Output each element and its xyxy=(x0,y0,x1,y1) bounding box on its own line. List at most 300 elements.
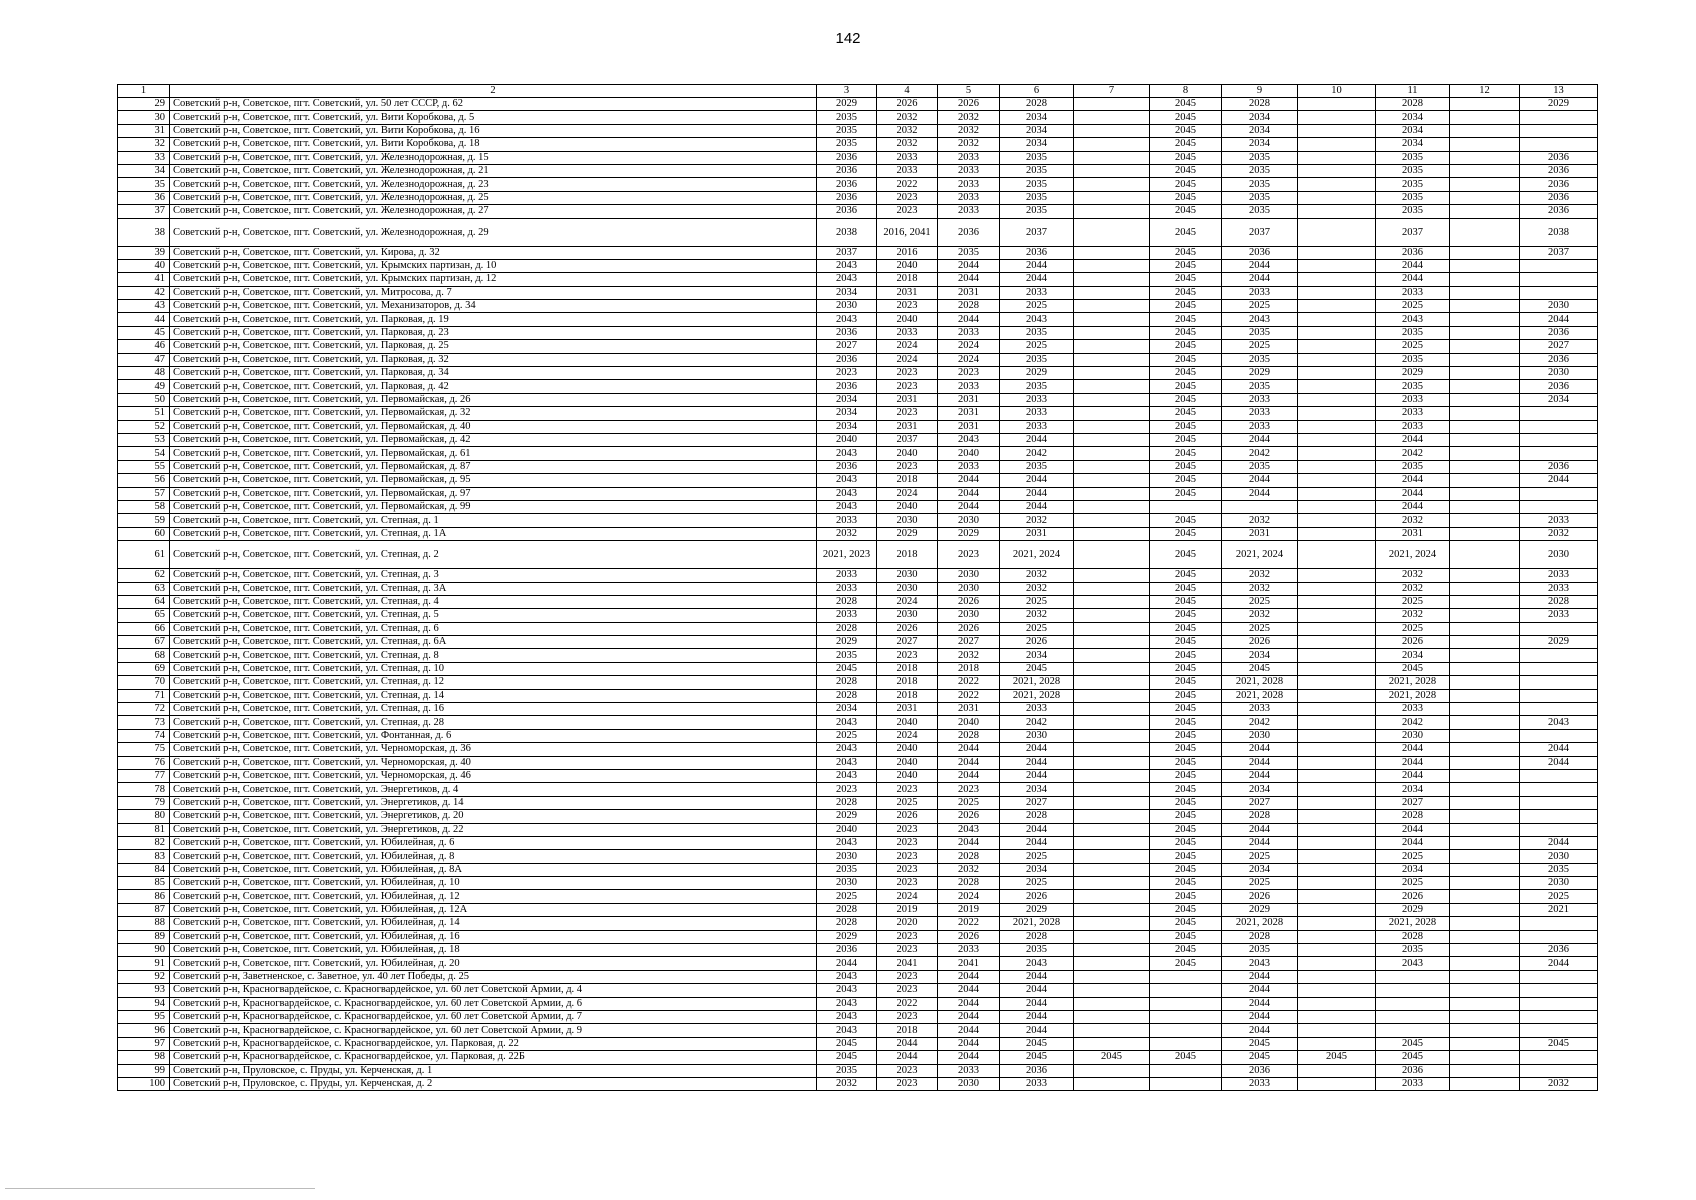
year-cell: 2044 xyxy=(1520,743,1598,756)
year-cell: 2032 xyxy=(1000,569,1074,582)
row-number-cell: 92 xyxy=(118,970,170,983)
year-cell: 2027 xyxy=(1222,796,1298,809)
year-cell: 2025 xyxy=(1222,340,1298,353)
year-cell: 2045 xyxy=(1376,662,1450,675)
row-number-cell: 83 xyxy=(118,850,170,863)
year-cell: 2032 xyxy=(1376,569,1450,582)
address-cell: Советский р-н, Советское, пгт. Советский, ул. Первомайская, д. 61 xyxy=(170,447,817,460)
row-number-cell: 33 xyxy=(118,151,170,164)
year-cell: 2034 xyxy=(1222,649,1298,662)
year-cell xyxy=(1150,970,1222,983)
year-cell: 2036 xyxy=(1520,164,1598,177)
year-cell xyxy=(1074,246,1150,259)
year-cell: 2023 xyxy=(877,407,938,420)
year-cell: 2030 xyxy=(1000,729,1074,742)
year-cell: 2023 xyxy=(877,944,938,957)
year-cell: 2044 xyxy=(1222,1011,1298,1024)
data-table xyxy=(117,84,1598,1091)
year-cell: 2029 xyxy=(1000,367,1074,380)
year-cell: 2027 xyxy=(1000,796,1074,809)
table-row xyxy=(118,649,1598,662)
year-cell xyxy=(1074,420,1150,433)
year-cell: 2040 xyxy=(817,433,877,446)
year-cell xyxy=(1450,191,1520,204)
address-cell: Советский р-н, Советское, пгт. Советский, ул. Крымских партизан, д. 10 xyxy=(170,259,817,272)
row-number-cell: 93 xyxy=(118,984,170,997)
year-cell: 2029 xyxy=(1222,903,1298,916)
year-cell: 2032 xyxy=(938,111,1000,124)
year-cell: 2030 xyxy=(1222,729,1298,742)
table-row xyxy=(118,393,1598,406)
year-cell: 2034 xyxy=(1376,124,1450,137)
year-cell: 2029 xyxy=(1520,636,1598,649)
year-cell: 2036 xyxy=(817,944,877,957)
year-cell xyxy=(1298,313,1376,326)
year-cell xyxy=(1298,997,1376,1010)
year-cell: 2036 xyxy=(817,353,877,366)
year-cell: 2043 xyxy=(817,836,877,849)
year-cell: 2045 xyxy=(1150,191,1222,204)
row-number-cell: 71 xyxy=(118,689,170,702)
year-cell: 2033 xyxy=(1376,420,1450,433)
year-cell: 2045 xyxy=(1150,447,1222,460)
year-cell xyxy=(1074,1024,1150,1037)
row-number-cell: 57 xyxy=(118,487,170,500)
year-cell: 2045 xyxy=(1150,541,1222,569)
year-cell: 2023 xyxy=(877,460,938,473)
year-cell: 2030 xyxy=(938,514,1000,527)
column-header: 4 xyxy=(877,85,938,98)
year-cell xyxy=(1450,393,1520,406)
year-cell: 2026 xyxy=(1000,890,1074,903)
year-cell: 2021, 2024 xyxy=(1376,541,1450,569)
year-cell: 2021, 2028 xyxy=(1376,689,1450,702)
year-cell xyxy=(1450,836,1520,849)
year-cell xyxy=(1450,460,1520,473)
year-cell: 2035 xyxy=(1376,151,1450,164)
year-cell xyxy=(1298,863,1376,876)
year-cell: 2034 xyxy=(1000,111,1074,124)
year-cell xyxy=(1520,1064,1598,1077)
year-cell: 2035 xyxy=(938,246,1000,259)
year-cell xyxy=(1450,340,1520,353)
year-cell xyxy=(1520,138,1598,151)
table-row xyxy=(118,622,1598,635)
year-cell: 2033 xyxy=(1376,393,1450,406)
table-row xyxy=(118,367,1598,380)
year-cell: 2034 xyxy=(1222,863,1298,876)
year-cell: 2045 xyxy=(1150,703,1222,716)
year-cell: 2028 xyxy=(817,903,877,916)
year-cell: 2034 xyxy=(1000,783,1074,796)
year-cell: 2045 xyxy=(1150,487,1222,500)
year-cell: 2045 xyxy=(1150,676,1222,689)
year-cell: 2028 xyxy=(817,689,877,702)
year-cell: 2031 xyxy=(877,420,938,433)
year-cell: 2029 xyxy=(817,810,877,823)
year-cell: 2040 xyxy=(877,769,938,782)
year-cell: 2045 xyxy=(1150,716,1222,729)
year-cell: 2043 xyxy=(817,313,877,326)
year-cell xyxy=(1450,729,1520,742)
table-row xyxy=(118,191,1598,204)
year-cell xyxy=(1074,178,1150,191)
year-cell xyxy=(1450,796,1520,809)
address-cell: Советский р-н, Пруловское, с. Пруды, ул. Керченская, д. 1 xyxy=(170,1064,817,1077)
year-cell: 2035 xyxy=(1222,178,1298,191)
year-cell: 2036 xyxy=(817,164,877,177)
year-cell: 2035 xyxy=(1222,460,1298,473)
year-cell xyxy=(1520,676,1598,689)
year-cell: 2044 xyxy=(1376,433,1450,446)
year-cell xyxy=(1074,729,1150,742)
year-cell xyxy=(1074,783,1150,796)
year-cell: 2043 xyxy=(817,1011,877,1024)
year-cell: 2043 xyxy=(817,769,877,782)
year-cell: 2024 xyxy=(877,595,938,608)
year-cell: 2025 xyxy=(1222,877,1298,890)
year-cell: 2030 xyxy=(1376,729,1450,742)
year-cell xyxy=(1520,259,1598,272)
year-cell: 2044 xyxy=(1000,836,1074,849)
year-cell xyxy=(1298,756,1376,769)
year-cell xyxy=(1298,286,1376,299)
year-cell xyxy=(1520,917,1598,930)
year-cell: 2032 xyxy=(877,138,938,151)
year-cell: 2044 xyxy=(1376,836,1450,849)
row-number-cell: 87 xyxy=(118,903,170,916)
year-cell: 2033 xyxy=(938,1064,1000,1077)
year-cell: 2025 xyxy=(1000,300,1074,313)
table-row xyxy=(118,729,1598,742)
year-cell: 2022 xyxy=(938,676,1000,689)
year-cell: 2045 xyxy=(1150,218,1222,246)
year-cell xyxy=(1074,527,1150,540)
year-cell: 2044 xyxy=(1000,823,1074,836)
year-cell xyxy=(1298,944,1376,957)
year-cell xyxy=(1074,769,1150,782)
year-cell: 2021, 2028 xyxy=(1222,689,1298,702)
year-cell: 2034 xyxy=(1520,393,1598,406)
year-cell xyxy=(1450,1011,1520,1024)
year-cell: 2035 xyxy=(1000,326,1074,339)
year-cell xyxy=(1298,930,1376,943)
year-cell: 2043 xyxy=(817,1024,877,1037)
table-row xyxy=(118,997,1598,1010)
row-number-cell: 52 xyxy=(118,420,170,433)
year-cell: 2033 xyxy=(1000,420,1074,433)
year-cell: 2036 xyxy=(1376,1064,1450,1077)
year-cell xyxy=(1074,447,1150,460)
year-cell xyxy=(1450,433,1520,446)
year-cell: 2030 xyxy=(938,582,1000,595)
table-row xyxy=(118,689,1598,702)
year-cell: 2042 xyxy=(1376,716,1450,729)
year-cell: 2032 xyxy=(817,527,877,540)
table-row xyxy=(118,514,1598,527)
year-cell: 2044 xyxy=(938,984,1000,997)
table-body xyxy=(118,98,1598,1091)
year-cell: 2034 xyxy=(1222,783,1298,796)
year-cell: 2025 xyxy=(1376,850,1450,863)
year-cell: 2026 xyxy=(877,810,938,823)
year-cell: 2045 xyxy=(1150,903,1222,916)
year-cell xyxy=(1520,689,1598,702)
year-cell: 2036 xyxy=(817,178,877,191)
table-row xyxy=(118,407,1598,420)
year-cell xyxy=(1074,676,1150,689)
year-cell: 2045 xyxy=(1150,930,1222,943)
year-cell: 2028 xyxy=(817,917,877,930)
column-header: 12 xyxy=(1450,85,1520,98)
table-row xyxy=(118,340,1598,353)
year-cell xyxy=(1450,863,1520,876)
table-row xyxy=(118,609,1598,622)
year-cell xyxy=(1074,850,1150,863)
year-cell: 2033 xyxy=(877,164,938,177)
year-cell: 2025 xyxy=(1000,340,1074,353)
year-cell xyxy=(1298,393,1376,406)
year-cell: 2023 xyxy=(877,191,938,204)
column-header: 8 xyxy=(1150,85,1222,98)
row-number-cell: 91 xyxy=(118,957,170,970)
year-cell: 2044 xyxy=(1376,743,1450,756)
year-cell: 2044 xyxy=(938,1011,1000,1024)
year-cell xyxy=(1298,729,1376,742)
year-cell: 2044 xyxy=(1000,984,1074,997)
year-cell: 2045 xyxy=(817,1037,877,1050)
year-cell: 2034 xyxy=(817,286,877,299)
year-cell: 2024 xyxy=(877,729,938,742)
year-cell: 2026 xyxy=(877,622,938,635)
year-cell: 2045 xyxy=(1298,1051,1376,1064)
year-cell: 2025 xyxy=(1222,622,1298,635)
year-cell: 2035 xyxy=(1222,380,1298,393)
year-cell xyxy=(1450,514,1520,527)
year-cell: 2031 xyxy=(877,393,938,406)
year-cell: 2026 xyxy=(938,930,1000,943)
year-cell: 2033 xyxy=(938,380,1000,393)
year-cell: 2026 xyxy=(938,810,1000,823)
year-cell: 2034 xyxy=(1376,138,1450,151)
year-cell: 2023 xyxy=(938,541,1000,569)
year-cell: 2037 xyxy=(1000,218,1074,246)
year-cell: 2044 xyxy=(938,756,1000,769)
year-cell: 2029 xyxy=(877,527,938,540)
year-cell: 2045 xyxy=(1150,286,1222,299)
year-cell: 2033 xyxy=(1222,1077,1298,1090)
year-cell: 2044 xyxy=(1376,487,1450,500)
year-cell: 2044 xyxy=(1000,1011,1074,1024)
year-cell xyxy=(1298,743,1376,756)
year-cell: 2032 xyxy=(877,124,938,137)
year-cell: 2025 xyxy=(938,796,1000,809)
table-row xyxy=(118,703,1598,716)
year-cell xyxy=(1376,1011,1450,1024)
year-cell: 2035 xyxy=(1000,353,1074,366)
year-cell: 2044 xyxy=(1222,970,1298,983)
year-cell: 2044 xyxy=(1222,433,1298,446)
year-cell xyxy=(1450,474,1520,487)
year-cell xyxy=(1298,1024,1376,1037)
year-cell: 2021, 2028 xyxy=(1000,917,1074,930)
address-cell: Советский р-н, Пруловское, с. Пруды, ул. Керченская, д. 2 xyxy=(170,1077,817,1090)
year-cell xyxy=(1298,420,1376,433)
row-number-cell: 79 xyxy=(118,796,170,809)
row-number-cell: 65 xyxy=(118,609,170,622)
year-cell xyxy=(1298,111,1376,124)
year-cell: 2044 xyxy=(1520,957,1598,970)
address-cell: Советский р-н, Красногвардейское, с. Красногвардейское, ул. 60 лет Советской Армии, д. 9 xyxy=(170,1024,817,1037)
year-cell: 2030 xyxy=(1520,300,1598,313)
address-cell: Советский р-н, Советское, пгт. Советский, ул. Юбилейная, д. 10 xyxy=(170,877,817,890)
year-cell: 2036 xyxy=(1000,1064,1074,1077)
year-cell: 2033 xyxy=(1222,420,1298,433)
year-cell: 2045 xyxy=(1150,1051,1222,1064)
row-number-cell: 42 xyxy=(118,286,170,299)
year-cell: 2044 xyxy=(1000,756,1074,769)
address-cell: Советский р-н, Советское, пгт. Советский, ул. Степная, д. 16 xyxy=(170,703,817,716)
year-cell xyxy=(1074,367,1150,380)
address-cell: Советский р-н, Советское, пгт. Советский, ул. Юбилейная, д. 12А xyxy=(170,903,817,916)
year-cell: 2045 xyxy=(1222,662,1298,675)
row-number-cell: 82 xyxy=(118,836,170,849)
year-cell xyxy=(1450,984,1520,997)
table-row xyxy=(118,796,1598,809)
table-row xyxy=(118,205,1598,218)
year-cell: 2040 xyxy=(877,259,938,272)
year-cell xyxy=(1074,191,1150,204)
year-cell: 2044 xyxy=(877,1037,938,1050)
year-cell xyxy=(1074,500,1150,513)
year-cell: 2043 xyxy=(1222,313,1298,326)
column-header: 9 xyxy=(1222,85,1298,98)
year-cell: 2023 xyxy=(877,783,938,796)
year-cell: 2032 xyxy=(938,138,1000,151)
row-number-cell: 80 xyxy=(118,810,170,823)
year-cell: 2021, 2028 xyxy=(1376,917,1450,930)
year-cell xyxy=(1150,1024,1222,1037)
year-cell xyxy=(1298,433,1376,446)
year-cell: 2034 xyxy=(817,407,877,420)
year-cell: 2036 xyxy=(1222,246,1298,259)
year-cell: 2043 xyxy=(817,447,877,460)
year-cell xyxy=(1520,930,1598,943)
year-cell xyxy=(1520,970,1598,983)
year-cell: 2035 xyxy=(1000,205,1074,218)
year-cell xyxy=(1074,689,1150,702)
table-row xyxy=(118,582,1598,595)
year-cell: 2024 xyxy=(938,890,1000,903)
year-cell: 2045 xyxy=(1150,609,1222,622)
year-cell: 2033 xyxy=(877,326,938,339)
year-cell: 2031 xyxy=(1000,527,1074,540)
year-cell: 2030 xyxy=(877,609,938,622)
year-cell: 2023 xyxy=(877,836,938,849)
year-cell xyxy=(1450,527,1520,540)
year-cell xyxy=(1074,756,1150,769)
year-cell: 2045 xyxy=(1150,393,1222,406)
year-cell xyxy=(1376,984,1450,997)
row-number-cell: 43 xyxy=(118,300,170,313)
year-cell: 2035 xyxy=(1000,944,1074,957)
year-cell: 2045 xyxy=(1150,877,1222,890)
address-cell: Советский р-н, Советское, пгт. Советский, ул. Кирова, д. 32 xyxy=(170,246,817,259)
year-cell: 2036 xyxy=(1520,380,1598,393)
table-row xyxy=(118,930,1598,943)
year-cell: 2034 xyxy=(1000,649,1074,662)
year-cell xyxy=(1450,609,1520,622)
year-cell: 2028 xyxy=(817,595,877,608)
year-cell: 2032 xyxy=(1376,514,1450,527)
year-cell: 2024 xyxy=(938,353,1000,366)
year-cell xyxy=(1298,703,1376,716)
year-cell: 2029 xyxy=(1222,367,1298,380)
table-row xyxy=(118,111,1598,124)
column-header: 2 xyxy=(170,85,817,98)
year-cell: 2038 xyxy=(1520,218,1598,246)
table-row xyxy=(118,890,1598,903)
table-row xyxy=(118,500,1598,513)
year-cell xyxy=(1520,703,1598,716)
year-cell xyxy=(1074,1011,1150,1024)
year-cell xyxy=(1074,609,1150,622)
address-cell: Советский р-н, Советское, пгт. Советский, ул. Черноморская, д. 46 xyxy=(170,769,817,782)
address-cell: Советский р-н, Советское, пгт. Советский, ул. Вити Коробкова, д. 16 xyxy=(170,124,817,137)
year-cell: 2045 xyxy=(1150,138,1222,151)
year-cell: 2044 xyxy=(938,769,1000,782)
table-row xyxy=(118,1077,1598,1090)
year-cell: 2018 xyxy=(877,662,938,675)
year-cell: 2045 xyxy=(1150,944,1222,957)
year-cell: 2033 xyxy=(1222,286,1298,299)
year-cell xyxy=(1450,582,1520,595)
address-cell: Советский р-н, Советское, пгт. Советский, ул. Парковая, д. 25 xyxy=(170,340,817,353)
row-number-cell: 74 xyxy=(118,729,170,742)
year-cell: 2032 xyxy=(1222,609,1298,622)
year-cell: 2044 xyxy=(1222,984,1298,997)
year-cell xyxy=(1074,930,1150,943)
table-row xyxy=(118,569,1598,582)
year-cell: 2045 xyxy=(1150,957,1222,970)
table-row xyxy=(118,944,1598,957)
year-cell xyxy=(1150,997,1222,1010)
year-cell xyxy=(1450,178,1520,191)
year-cell: 2045 xyxy=(1150,729,1222,742)
year-cell: 2043 xyxy=(817,500,877,513)
year-cell xyxy=(1074,743,1150,756)
header-row xyxy=(118,85,1598,98)
year-cell: 2030 xyxy=(1520,850,1598,863)
year-cell: 2045 xyxy=(1150,420,1222,433)
year-cell: 2018 xyxy=(877,1024,938,1037)
address-cell: Советский р-н, Заветненское, с. Заветное, ул. 40 лет Победы, д. 25 xyxy=(170,970,817,983)
address-cell: Советский р-н, Советское, пгт. Советский, ул. Степная, д. 14 xyxy=(170,689,817,702)
year-cell xyxy=(1074,957,1150,970)
year-cell xyxy=(1298,836,1376,849)
year-cell xyxy=(1298,1037,1376,1050)
year-cell xyxy=(1450,1077,1520,1090)
year-cell xyxy=(1520,111,1598,124)
year-cell: 2030 xyxy=(1520,367,1598,380)
year-cell: 2035 xyxy=(1376,944,1450,957)
year-cell: 2022 xyxy=(877,997,938,1010)
year-cell: 2031 xyxy=(938,703,1000,716)
row-number-cell: 66 xyxy=(118,622,170,635)
year-cell: 2035 xyxy=(1222,326,1298,339)
year-cell: 2028 xyxy=(1222,98,1298,111)
address-cell: Советский р-н, Советское, пгт. Советский, ул. Юбилейная, д. 20 xyxy=(170,957,817,970)
